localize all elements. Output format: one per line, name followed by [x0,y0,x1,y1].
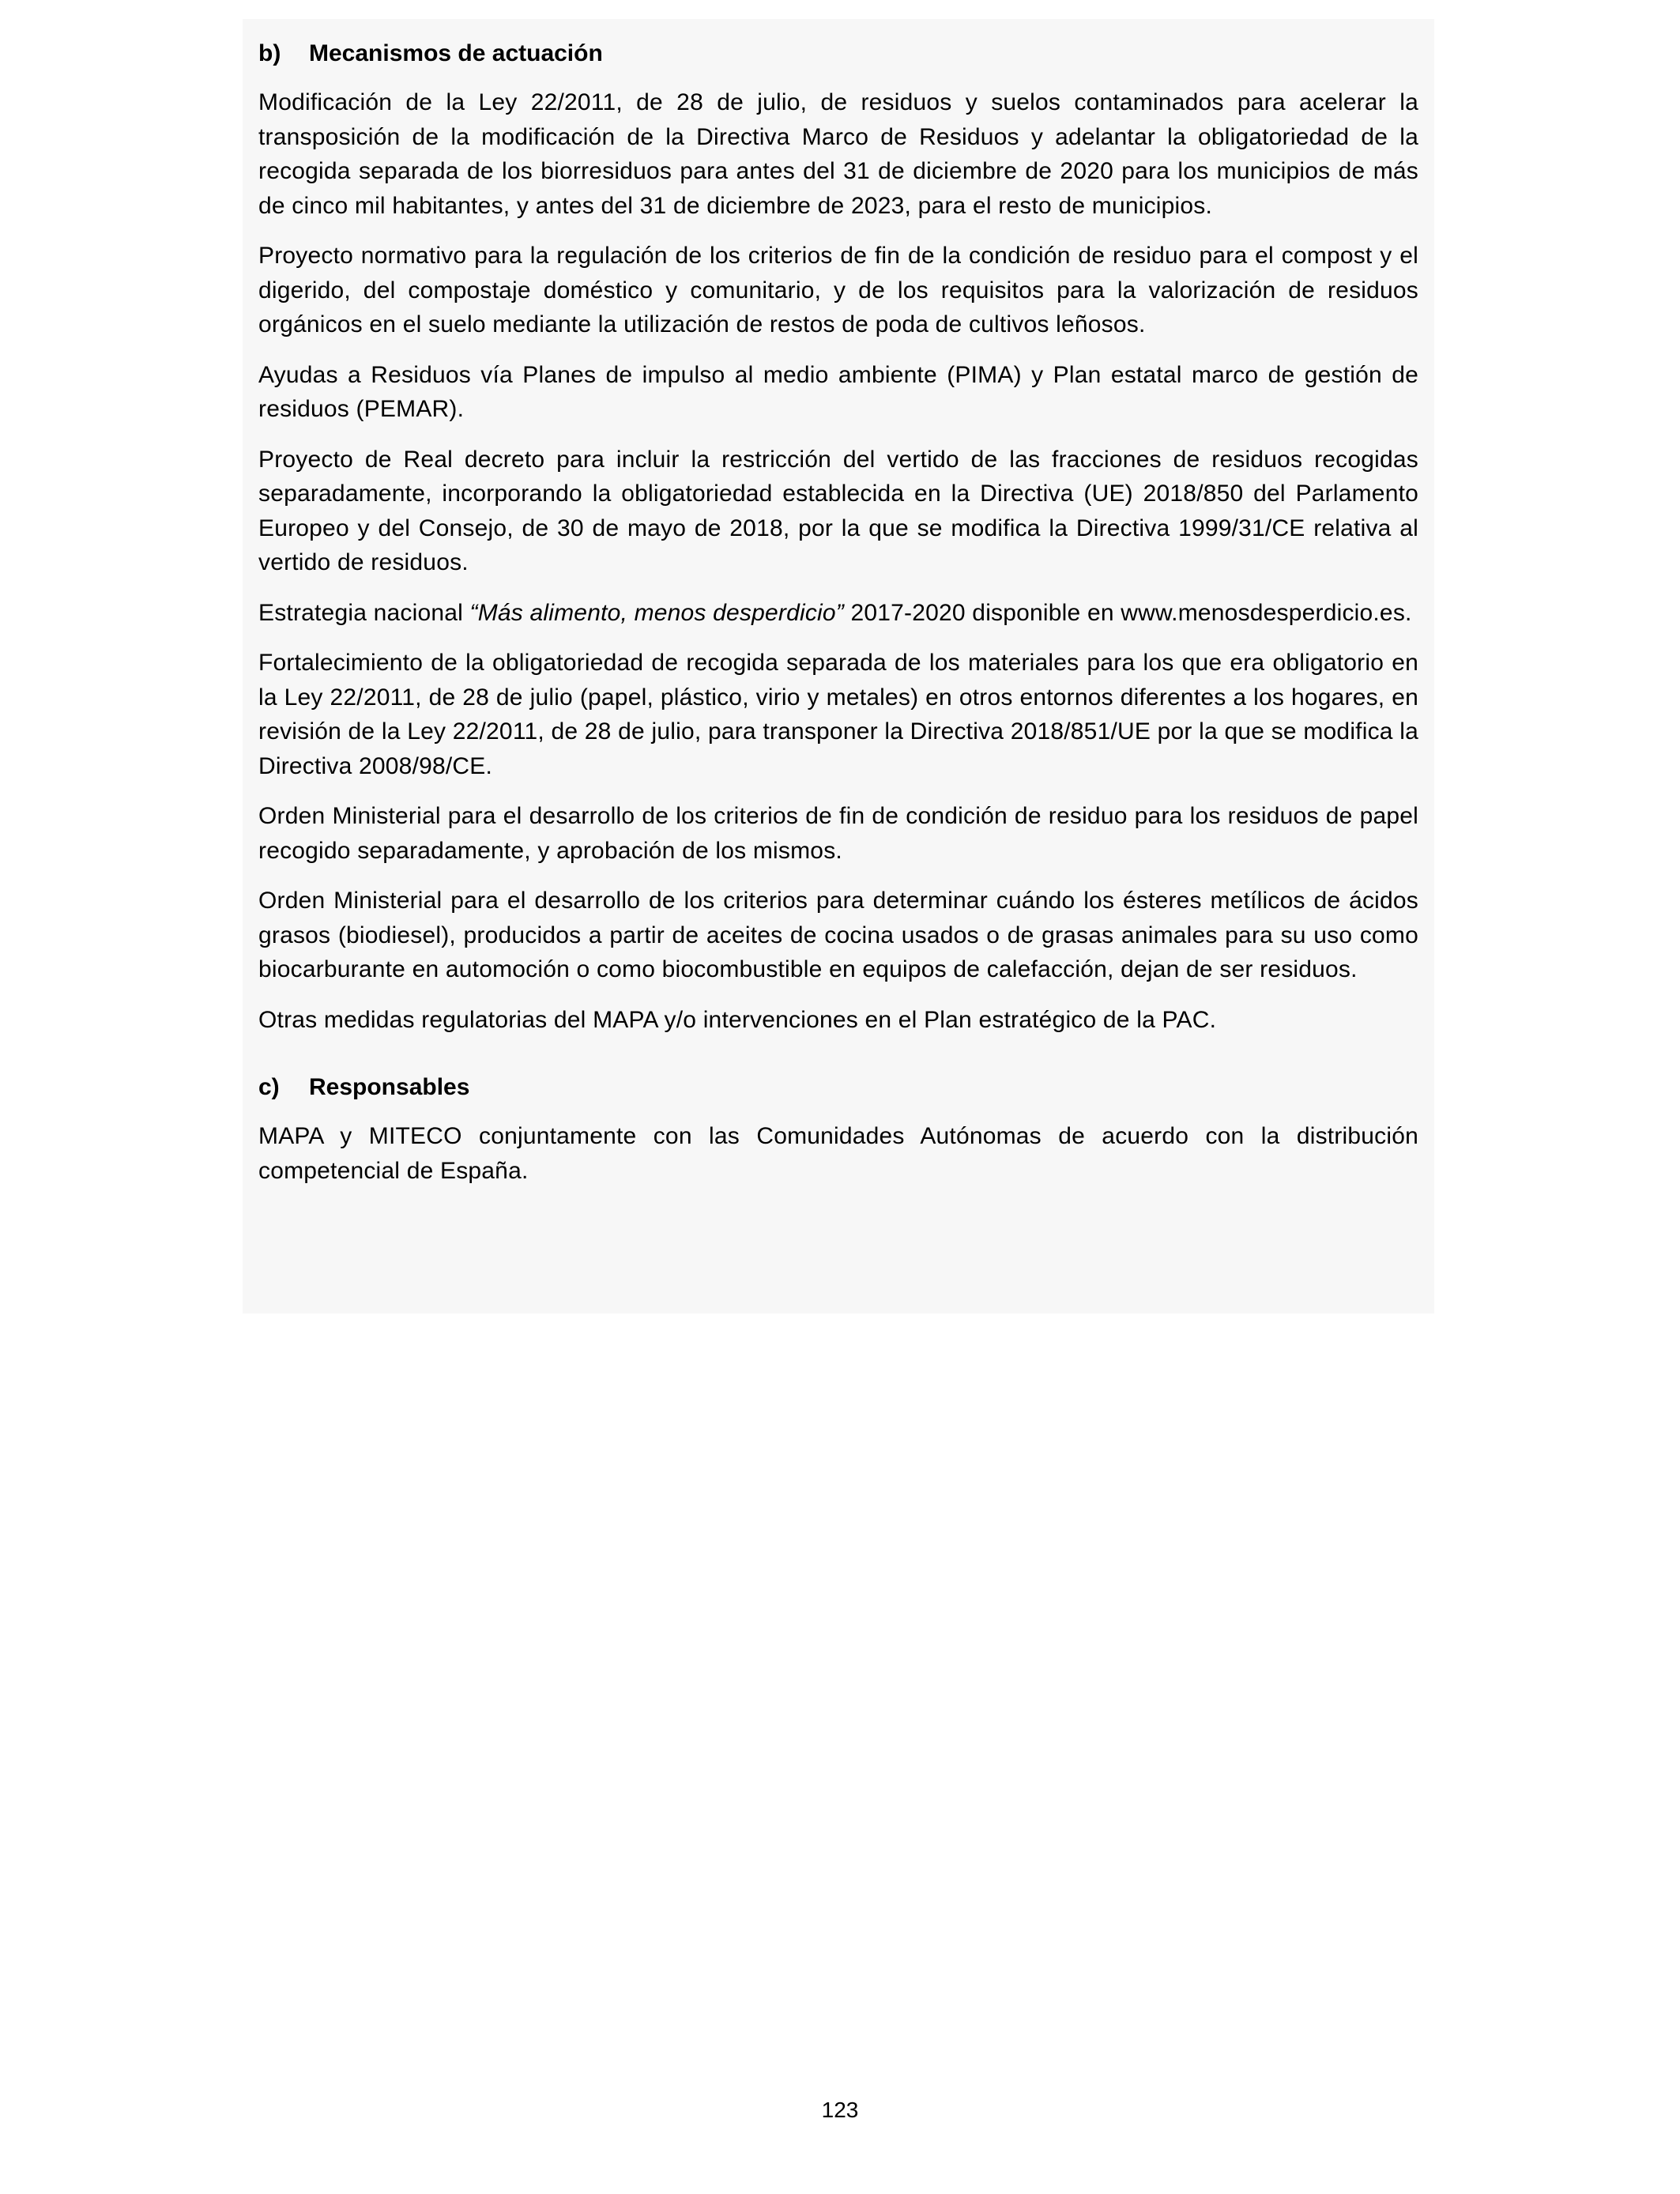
paragraph-real-decreto: Proyecto de Real decreto para incluir la restricción del vertido de las fracciones de residuos recogidas separadamente, incorporando la obligatoriedad establecida en la Directiva (UE) 2018/850 del Parlamento Europeo y del Consejo, de 30 de mayo de 2018, por la que se modifica la Directiva 1999/31/CE relativa al vertido de residuos. [258,446,1418,575]
estrategia-prefix: Estrategia nacional [258,599,470,626]
estrategia-suffix: 2017-2020 disponible en www.menosdesperdicio.es. [843,599,1412,626]
paragraph-estrategia [258,596,1418,631]
paragraph-fortalecimiento: Fortalecimiento de la obligatoriedad de recogida separada de los materiales para los que era obligatorio en la Ley 22/2011, de 28 de julio (papel, plástico, virio y metales) en otros entornos diferentes a los hogares, en revisión de la Ley 22/2011, de 28 de julio, para transponer la Directiva 2018/851/UE por la que se modifica la Directiva 2008/98/CE. [258,650,1418,779]
paragraph-orden-biodiesel: Orden Ministerial para el desarrollo de los criterios para determinar cuándo los ésteres metílicos de ácidos grasos (biodiesel), producidos a partir de aceites de cocina usados o de grasas animales para su uso como biocarburante en automoción o como biocombustible en equipos de calefacción, dejan de ser residuos. [258,888,1418,982]
estrategia-title: “Más alimento, menos desperdicio” [469,599,844,626]
section-c-title: Responsables [309,1074,470,1100]
section-c-heading [258,1070,1418,1105]
paragraph-ley-modificacion: Modificación de la Ley 22/2011, de 28 de julio, de residuos y suelos contaminados para acelerar la transposición de la modificación de la Directiva Marco de Residuos y adelantar la obligatoriedad de la recogida separada de los biorresiduos para antes del 31 de diciembre de 2020 para los municipios de más de cinco mil habitantes, y antes del 31 de diciembre de 2023, para el resto de municipios. [258,89,1418,219]
section-b-heading [258,36,1418,71]
page-number: 123 [821,2098,859,2122]
paragraph-orden-papel: Orden Ministerial para el desarrollo de los criterios de fin de condición de residuo para los residuos de papel recogido separadamente, y aprobación de los mismos. [258,803,1418,864]
section-spacer [258,1053,1418,1070]
paragraph-compost: Proyecto normativo para la regulación de los criterios de fin de la condición de residuo para el compost y el digerido, del compostaje doméstico y comunitario, y de los requisitos para la valorización de residuos orgánicos en el suelo mediante la utilización de restos de poda de cultivos leñosos. [258,243,1418,337]
paragraph-ayudas: Ayudas a Residuos vía Planes de impulso al medio ambiente (PIMA) y Plan estatal marco de gestión de residuos (PEMAR). [258,361,1418,422]
paragraph-responsables: MAPA y MITECO conjuntamente con las Comunidades Autónomas de acuerdo con la distribución competencial de España. [258,1123,1418,1184]
paragraph-otras-medidas: Otras medidas regulatorias del MAPA y/o intervenciones en el Plan estratégico de la PAC. [258,1006,1217,1033]
content-box [243,19,1434,1314]
section-c-letter: c) [258,1074,280,1100]
section-b-title: Mecanismos de actuación [309,40,603,66]
section-b-letter: b) [258,40,281,66]
